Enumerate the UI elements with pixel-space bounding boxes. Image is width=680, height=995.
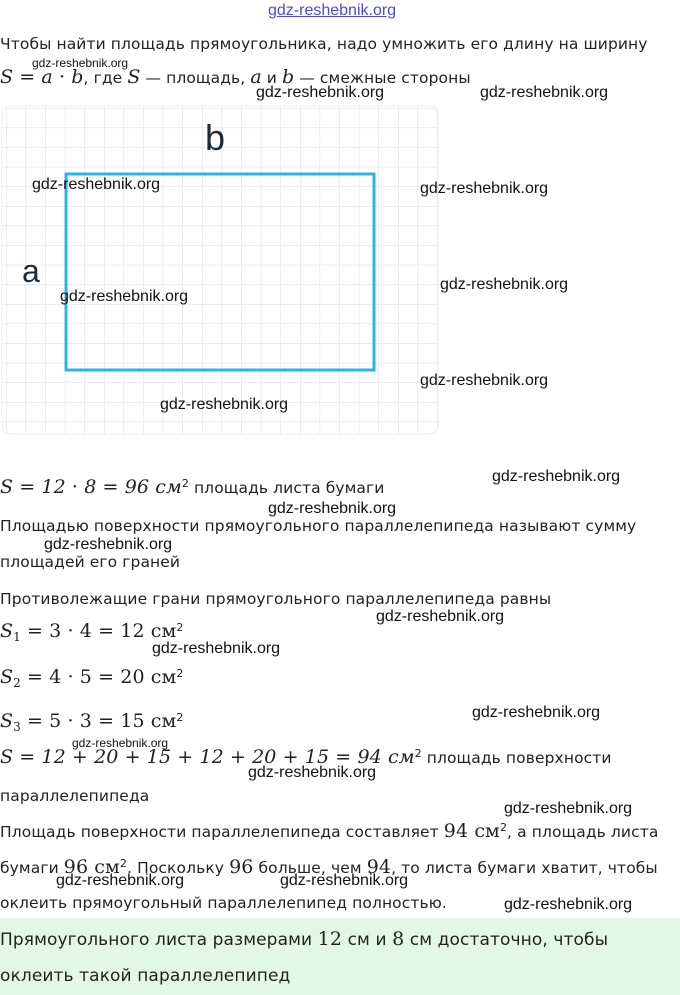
label-b: b xyxy=(205,117,226,158)
conclusion-line2: оклеить такой параллелепипед xyxy=(0,966,291,986)
definition-line2: площадей его граней xyxy=(0,553,181,571)
sq-sup: 2 xyxy=(499,820,508,834)
s2-lhs: S xyxy=(0,666,14,688)
watermark: gdz-reshebnik.org xyxy=(152,640,281,657)
watermark-top: gdz-reshebnik.org xyxy=(268,2,397,19)
sq-sup: 2 xyxy=(414,746,422,760)
watermark: gdz-reshebnik.org xyxy=(32,56,129,70)
sq-sup: 2 xyxy=(176,620,184,634)
formula-tail: — смежные стороны xyxy=(294,69,471,87)
paper-area-formula: S = 12 · 8 = 96 см xyxy=(0,476,182,498)
watermark: gdz-reshebnik.org xyxy=(280,872,409,889)
concl1-c: см достаточно, чтобы xyxy=(404,930,609,950)
s2-rhs: = 4 · 5 = 20 см xyxy=(20,666,177,688)
watermark: gdz-reshebnik.org xyxy=(504,896,633,913)
watermark: gdz-reshebnik.org xyxy=(480,84,609,101)
s1-lhs: S xyxy=(0,620,14,642)
compare2-d: больше, чем xyxy=(253,859,367,877)
conclusion-box xyxy=(0,918,680,995)
sq-sup: 2 xyxy=(176,666,184,680)
watermark: gdz-reshebnik.org xyxy=(160,396,289,413)
intro-text: Чтобы найти площадь прямоугольника, надо умножить его длину на ширину xyxy=(0,35,648,53)
s2-sub: 2 xyxy=(13,676,21,691)
compare1-num: 94 см xyxy=(443,820,500,842)
paper-area-line xyxy=(0,476,384,498)
watermark: gdz-reshebnik.org xyxy=(492,468,621,485)
watermark: gdz-reshebnik.org xyxy=(440,276,569,293)
watermark: gdz-reshebnik.org xyxy=(504,800,633,817)
s3-lhs: S xyxy=(0,710,14,732)
compare2-b: . Поскольку xyxy=(127,859,230,877)
watermark: gdz-reshebnik.org xyxy=(56,872,185,889)
s2-line xyxy=(0,666,184,691)
s1-rhs: = 3 · 4 = 12 см xyxy=(20,620,177,642)
watermark: gdz-reshebnik.org xyxy=(248,764,377,781)
watermark: gdz-reshebnik.org xyxy=(376,608,505,625)
compare2-f: , то листа бумаги хватит, чтобы xyxy=(391,859,658,877)
concl1-a: Прямоугольного листа размерами xyxy=(0,930,318,950)
sq-sup: 2 xyxy=(119,856,128,870)
compare2-a: бумаги xyxy=(0,859,64,877)
sq-sup: 2 xyxy=(181,476,189,490)
label-a: a xyxy=(22,253,40,289)
s3-rhs: = 5 · 3 = 15 см xyxy=(20,710,177,732)
watermark: gdz-reshebnik.org xyxy=(268,500,397,517)
formula-a: a xyxy=(250,66,262,88)
conclusion-line1 xyxy=(0,928,608,950)
formula-main: S = a · b xyxy=(0,66,84,88)
compare1-a: Площадь поверхности параллелепипеда составляет xyxy=(0,823,444,841)
opposite-faces-text: Противолежащие грани прямоугольного параллелепипеда равны xyxy=(0,590,552,608)
formula-where: , где xyxy=(83,69,128,87)
formula-b: b xyxy=(282,66,295,88)
compare1-b: , а площадь листа xyxy=(507,823,659,841)
rectangle-diagram xyxy=(0,104,440,436)
paper-area-tail: площадь листа бумаги xyxy=(188,479,385,497)
s3-line xyxy=(0,710,184,735)
watermark: gdz-reshebnik.org xyxy=(44,536,173,553)
watermark: gdz-reshebnik.org xyxy=(420,372,549,389)
compare2-e: 94 xyxy=(366,856,392,878)
formula-and: и xyxy=(261,69,282,87)
sum-tail: площадь поверхности xyxy=(421,749,612,767)
compare-line1 xyxy=(0,820,658,842)
concl1-n1: 12 xyxy=(317,928,343,950)
watermark: gdz-reshebnik.org xyxy=(32,176,161,193)
sum-formula: S = 12 + 20 + 15 + 12 + 20 + 15 = 94 см xyxy=(0,746,415,768)
concl1-n2: 8 xyxy=(392,928,405,950)
s1-line xyxy=(0,620,184,645)
sq-sup: 2 xyxy=(176,710,184,724)
compare2-c: 96 xyxy=(229,856,254,878)
watermark: gdz-reshebnik.org xyxy=(72,736,169,750)
definition-line1: Площадью поверхности прямоугольного параллелепипеда называют сумму xyxy=(0,517,637,535)
s3-sub: 3 xyxy=(13,720,21,735)
watermark: gdz-reshebnik.org xyxy=(420,180,549,197)
watermark: gdz-reshebnik.org xyxy=(472,704,601,721)
formula-rest: — площадь, xyxy=(140,69,251,87)
sum-line2: параллелепипеда xyxy=(0,787,150,805)
compare-line3: оклеить прямоугольный параллелепипед полностью. xyxy=(0,894,447,912)
formula-s: S xyxy=(127,66,141,88)
s1-sub: 1 xyxy=(13,630,21,645)
watermark: gdz-reshebnik.org xyxy=(60,288,189,305)
concl1-b: см и xyxy=(342,930,393,950)
compare2-num: 96 см xyxy=(63,856,120,878)
watermark: gdz-reshebnik.org xyxy=(256,84,385,101)
